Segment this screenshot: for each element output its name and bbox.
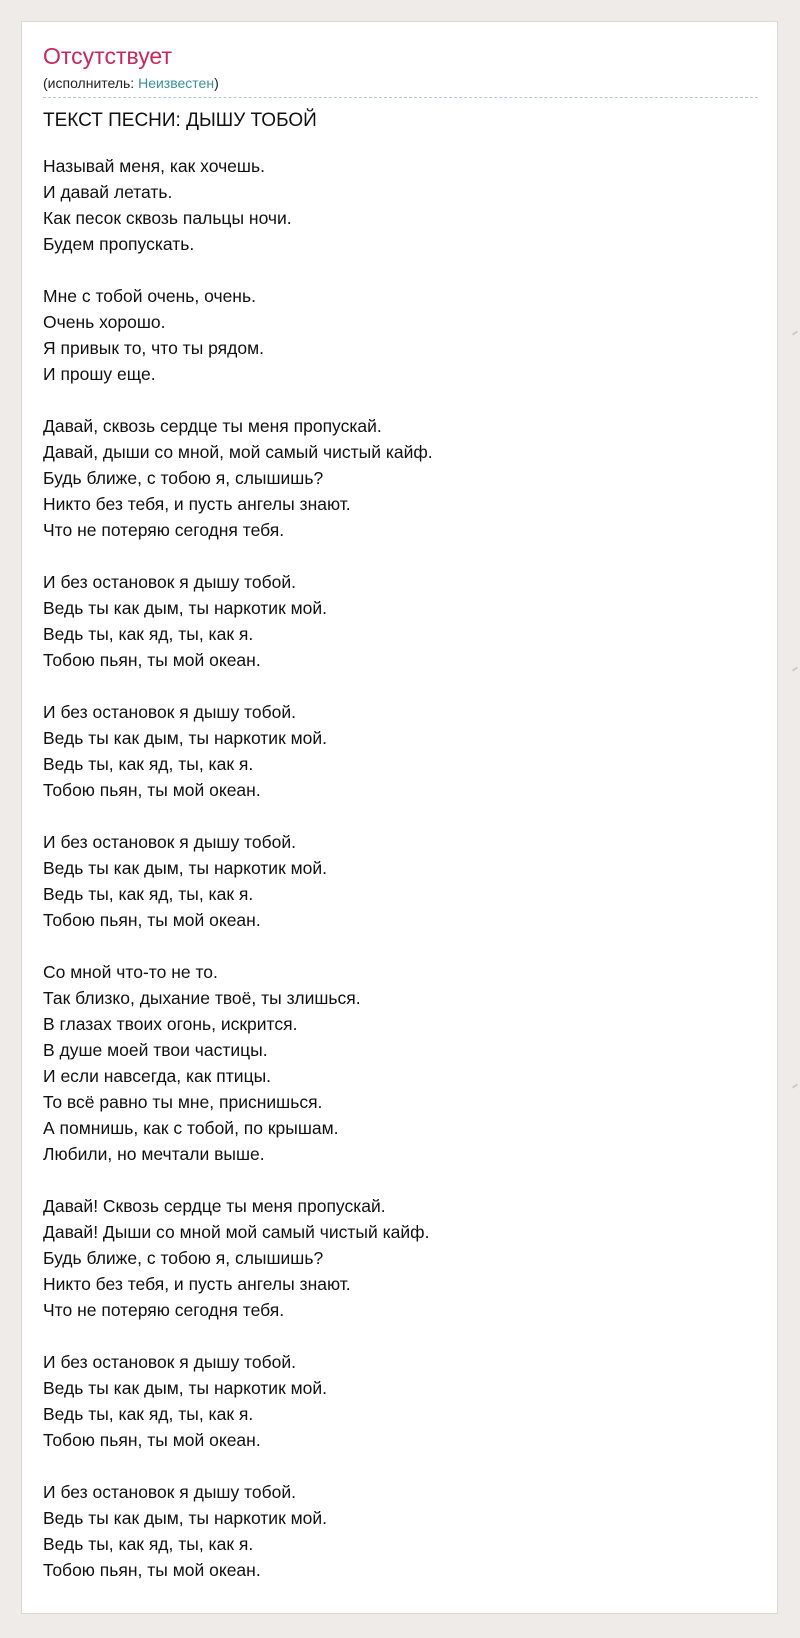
lyric-line: И без остановок я дышу тобой. — [43, 832, 297, 852]
lyric-line: И без остановок я дышу тобой. — [43, 1352, 297, 1372]
lyric-line: Как песок сквозь пальцы ночи. — [43, 208, 292, 228]
page-edge-mark — [792, 666, 798, 671]
lyric-line: В глазах твоих огонь, искрится. — [43, 1014, 298, 1034]
lyrics-content — [43, 42, 758, 1609]
artist-line — [43, 74, 758, 92]
lyrics-stanza — [43, 283, 758, 387]
lyric-line: Ведь ты, как яд, ты, как я. — [43, 1534, 254, 1554]
lyric-line: Тобою пьян, ты мой океан. — [43, 1560, 261, 1580]
lyric-line: Ведь ты, как яд, ты, как я. — [43, 884, 254, 904]
lyric-line: Любили, но мечтали выше. — [43, 1144, 265, 1164]
artist-suffix: ) — [214, 75, 219, 91]
lyric-line: Очень хорошо. — [43, 312, 166, 332]
lyric-line: Ведь ты как дым, ты наркотик мой. — [43, 598, 327, 618]
song-title: Отсутствует — [43, 43, 172, 69]
lyrics-stanza — [43, 1349, 758, 1453]
lyric-line: Ведь ты как дым, ты наркотик мой. — [43, 1378, 327, 1398]
lyric-line: Что не потеряю сегодня тебя. — [43, 1300, 285, 1320]
lyric-line: Ведь ты, как яд, ты, как я. — [43, 624, 254, 644]
lyric-line: Мне с тобой очень, очень. — [43, 286, 256, 306]
lyric-line: И прошу еще. — [43, 364, 156, 384]
lyric-line: Никто без тебя, и пусть ангелы знают. — [43, 494, 351, 514]
page-edge-mark — [792, 1083, 798, 1088]
lyrics-card — [21, 21, 778, 1614]
lyric-line: Будь ближе, с тобою я, слышишь? — [43, 468, 324, 488]
lyric-line: Со мной что-то не то. — [43, 962, 218, 982]
lyric-line: Давай, дыши со мной, мой самый чистый кайф. — [43, 442, 433, 462]
lyrics-stanza — [43, 153, 758, 257]
lyric-line: Тобою пьян, ты мой океан. — [43, 780, 261, 800]
lyric-line: Ведь ты как дым, ты наркотик мой. — [43, 858, 327, 878]
lyric-line: А помнишь, как с тобой, по крышам. — [43, 1118, 339, 1138]
lyric-line: Будь ближе, с тобою я, слышишь? — [43, 1248, 324, 1268]
divider — [43, 97, 758, 98]
lyrics-stanza — [43, 699, 758, 803]
lyric-line: Называй меня, как хочешь. — [43, 156, 265, 176]
lyric-line: И без остановок я дышу тобой. — [43, 702, 297, 722]
lyric-line: Давай, сквозь сердце ты меня пропускай. — [43, 416, 382, 436]
lyric-line: И если навсегда, как птицы. — [43, 1066, 272, 1086]
lyric-line: Никто без тебя, и пусть ангелы знают. — [43, 1274, 351, 1294]
lyric-line: Я привык то, что ты рядом. — [43, 338, 264, 358]
lyric-line: Будем пропускать. — [43, 234, 195, 254]
lyrics-stanza — [43, 829, 758, 933]
artist-prefix: (исполнитель: — [43, 75, 139, 91]
lyric-line: Тобою пьян, ты мой океан. — [43, 650, 261, 670]
lyrics-stanza — [43, 569, 758, 673]
lyric-line: Ведь ты, как яд, ты, как я. — [43, 1404, 254, 1424]
lyric-line: Тобою пьян, ты мой океан. — [43, 910, 261, 930]
page-edge-mark — [792, 330, 798, 335]
lyrics-stanza — [43, 1193, 758, 1323]
artist-link[interactable]: Неизвестен — [138, 75, 215, 91]
lyric-line: Давай! Сквозь сердце ты меня пропускай. — [43, 1196, 386, 1216]
lyrics-stanza — [43, 413, 758, 543]
lyric-line: Ведь ты как дым, ты наркотик мой. — [43, 1508, 327, 1528]
lyric-line: Тобою пьян, ты мой океан. — [43, 1430, 261, 1450]
lyric-line: Что не потеряю сегодня тебя. — [43, 520, 285, 540]
lyric-line: Давай! Дыши со мной мой самый чистый кайф. — [43, 1222, 430, 1242]
lyrics-body — [43, 153, 758, 1583]
lyric-line: В душе моей твои частицы. — [43, 1040, 268, 1060]
lyric-line: И без остановок я дышу тобой. — [43, 572, 297, 592]
lyric-line: И давай летать. — [43, 182, 173, 202]
lyric-line: И без остановок я дышу тобой. — [43, 1482, 297, 1502]
lyrics-heading: ТЕКСТ ПЕСНИ: ДЫШУ ТОБОЙ — [43, 110, 317, 131]
lyric-line: Так близко, дыхание твоё, ты злишься. — [43, 988, 361, 1008]
lyrics-stanza — [43, 1479, 758, 1583]
lyric-line: То всё равно ты мне, приснишься. — [43, 1092, 323, 1112]
lyric-line: Ведь ты, как яд, ты, как я. — [43, 754, 254, 774]
lyric-line: Ведь ты как дым, ты наркотик мой. — [43, 728, 327, 748]
lyrics-stanza — [43, 959, 758, 1167]
